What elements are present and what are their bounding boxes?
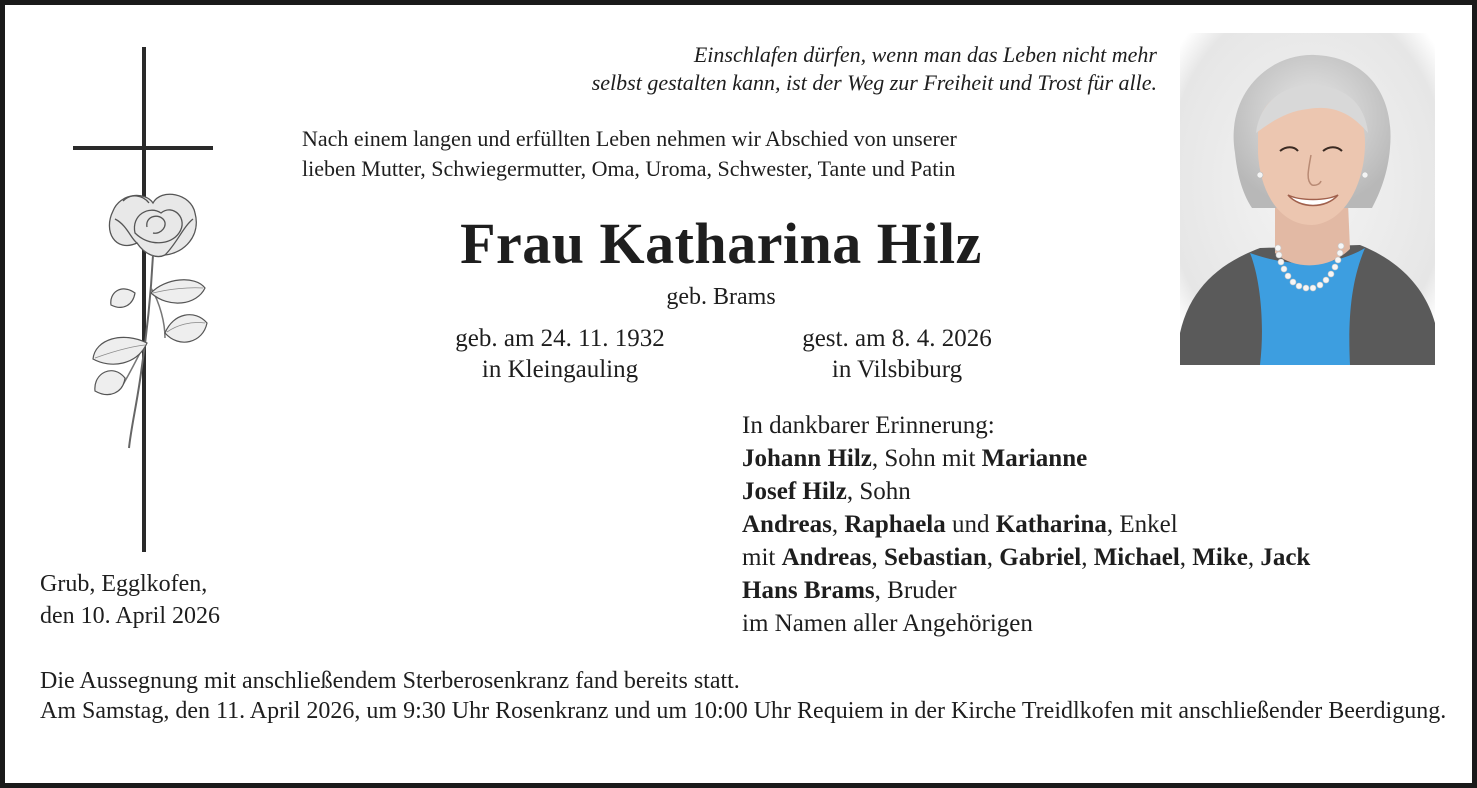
place-line: Grub, Egglkofen, bbox=[40, 571, 208, 597]
mourner-name: Sebastian bbox=[883, 544, 987, 571]
mourner-name: Josef Hilz bbox=[742, 478, 847, 505]
mourner-name: Gabriel bbox=[999, 544, 1082, 571]
mourner-relation: , Sohn mit bbox=[871, 445, 982, 472]
mourner-name: Michael bbox=[1093, 544, 1180, 571]
quote-line-1: Einschlafen dürfen, wenn man das Leben nicht mehr bbox=[693, 42, 1157, 67]
separator: , bbox=[1179, 544, 1193, 571]
mourner-name: Jack bbox=[1260, 544, 1311, 571]
mourner-line-2 bbox=[742, 475, 1310, 508]
mourner-line-5 bbox=[742, 574, 1310, 607]
mourner-name: Andreas bbox=[781, 544, 872, 571]
death-date: gest. am 8. 4. 2026 bbox=[802, 325, 992, 352]
mourner-name: Johann Hilz bbox=[742, 445, 872, 472]
quote-line-2: selbst gestalten kann, ist der Weg zur Freiheit und Trost für alle. bbox=[591, 70, 1157, 95]
birth-date: geb. am 24. 11. 1932 bbox=[455, 325, 665, 352]
separator: , bbox=[1081, 544, 1094, 571]
mourner-name: Raphaela bbox=[844, 511, 946, 538]
mourners-heading: In dankbarer Erinnerung: bbox=[742, 412, 995, 439]
intro-line-1: Nach einem langen und erfüllten Leben nehmen wir Abschied von unserer bbox=[302, 126, 957, 151]
mourner-name: Katharina bbox=[995, 511, 1107, 538]
separator: , bbox=[871, 544, 884, 571]
mourner-relation: , Enkel bbox=[1106, 511, 1178, 538]
birth-info bbox=[430, 323, 690, 385]
death-place: in Vilsbiburg bbox=[831, 356, 963, 383]
mourners-list bbox=[742, 409, 1310, 640]
separator: , bbox=[1247, 544, 1261, 571]
intro-text bbox=[302, 124, 957, 184]
mourner-line-4 bbox=[742, 541, 1310, 574]
separator: und bbox=[945, 511, 996, 538]
death-info bbox=[767, 323, 1027, 385]
birth-place: in Kleingauling bbox=[481, 356, 639, 383]
maiden-name: geb. Brams bbox=[666, 284, 776, 310]
mourner-prefix: mit bbox=[742, 544, 782, 571]
mourner-name: Andreas bbox=[742, 511, 832, 538]
mourner-relation: , Sohn bbox=[846, 478, 911, 505]
mourner-name: Hans Brams bbox=[742, 577, 875, 604]
deceased-name: Frau Katharina Hilz bbox=[460, 211, 982, 276]
quote bbox=[592, 41, 1157, 97]
mourner-name: Mike bbox=[1192, 544, 1248, 571]
mourner-line-1 bbox=[742, 442, 1310, 475]
date-line: den 10. April 2026 bbox=[40, 603, 220, 629]
funeral-details bbox=[40, 666, 1455, 726]
mourner-relation: , Bruder bbox=[874, 577, 957, 604]
mourner-name: Marianne bbox=[981, 445, 1088, 472]
intro-line-2: lieben Mutter, Schwiegermutter, Oma, Uroma, Schwester, Tante und Patin bbox=[302, 156, 956, 181]
separator: , bbox=[831, 511, 845, 538]
mourners-closing: im Namen aller Angehörigen bbox=[742, 610, 1033, 637]
place-and-date bbox=[40, 568, 220, 632]
portrait-photo bbox=[1180, 33, 1435, 365]
mourner-line-3 bbox=[742, 508, 1310, 541]
footer-line-1: Die Aussegnung mit anschließendem Sterberosenkranz fand bereits statt. bbox=[40, 668, 740, 694]
footer-line-2: Am Samstag, den 11. April 2026, um 9:30 Uhr Rosenkranz und um 10:00 Uhr Requiem in der Kirche Treidlkofen mit anschließender Beerdigung. bbox=[40, 698, 1447, 724]
separator: , bbox=[986, 544, 1000, 571]
